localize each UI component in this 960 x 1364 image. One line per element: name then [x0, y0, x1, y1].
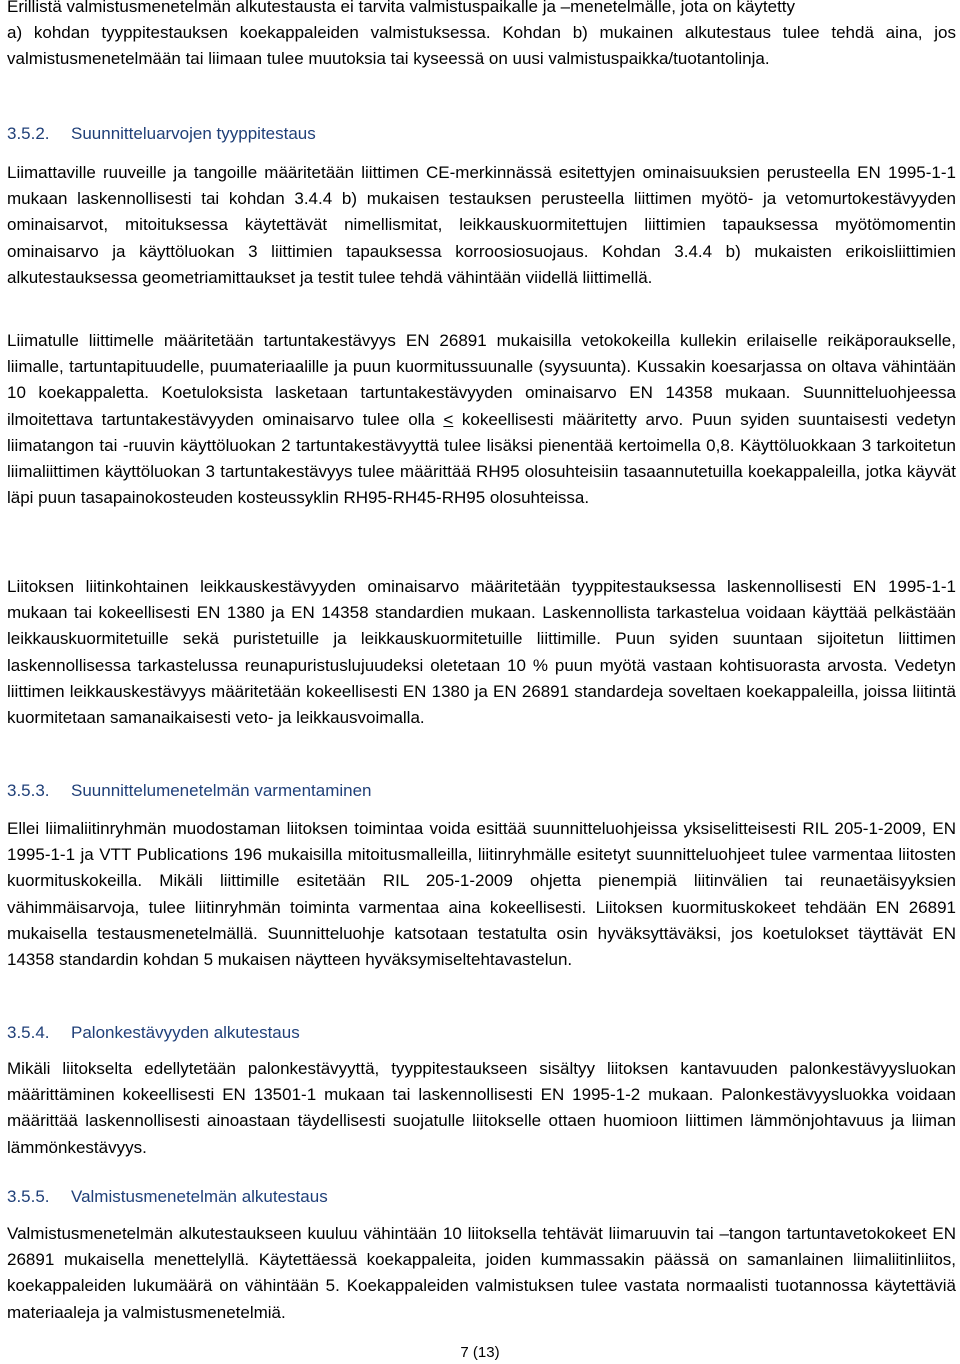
paragraph: Liimattaville ruuveille ja tangoille määritetään liittimen CE-merkinnässä esitettyjen ominaisuuksien perusteella EN 1995-1-1 mukaan laskennollisesti tai kohdan 3.4.4 b) mukaisen testauksen perusteella liittimen myötö- ja vetomurtokestävyyden ominaisarvot, mitoituksessa käytettävät nimellismitat, leikkauskuormitettujen liittimien tapauksessa myötömomentin ominaisarvo ja käyttöluokan 3 liittimien tapauksessa korroosiosuojaus. Kohdan 3.4.4 b) mukaisten erikoisliittimien alkutestauksessa geometriamittaukset ja testit tulee tehdä vähintään viidellä liittimellä.	[7, 163, 956, 287]
less-than-symbol: <	[443, 409, 454, 429]
text-run: kokeellisesti määritetty arvo. Puun syiden suuntaisesti vedetyn liimatangon tai -ruuvin käyttöluokan 2 tartuntakestävyyttä tulee lisäksi pienentää kertoimella 0,8. Käyttöluokkaan 3 tarkoitetun liimaliittimen käyttöluokan 3 tartuntakestävyys tulee määrittää RH95 olosuhteisiin tasaannutetuilla koekappaleilla, jotka käyvät läpi puun tasapainokosteuden kosteussyklin RH95-RH45-RH95 olosuhteissa.	[7, 409, 957, 508]
section-title: Valmistusmenetelmän alkutestaus	[71, 1187, 328, 1206]
section-heading-3-5-4	[7, 1020, 300, 1046]
section-title: Suunnittelumenetelmän varmentaminen	[71, 781, 372, 800]
section-heading-3-5-5	[7, 1184, 328, 1210]
section-number: 3.5.5.	[7, 1187, 50, 1206]
paragraph: Mikäli liitokselta edellytetään palonkestävyyttä, tyyppitestaukseen sisältyy liitoksen kantavuuden palonkestävyysluokan määrittäminen kokeellisesti EN 13501-1 mukaan tai laskennollisesti EN 1995-1-2 mukaan. Palonkestävyysluokka voidaan määrittää laskennollisesti ainoastaan täydellisesti suojatulle liitokselle ottaen huomioon liittimen lämmönjohtavuus ja liiman lämmönkestävyys.	[7, 1059, 956, 1157]
intro-paragraph: a) kohdan tyyppitestauksen koekappaleiden valmistuksessa. Kohdan b) mukainen alkutestaus tulee tehdä aina, jos valmistusmenetelmään tai liimaan tulee muutoksia tai kyseessä on uusi valmistuspaikka/tuotantolinja.	[7, 23, 956, 69]
section-title: Palonkestävyyden alkutestaus	[71, 1023, 300, 1042]
section-number: 3.5.2.	[7, 124, 50, 143]
page-number: 7 (13)	[460, 1344, 500, 1361]
section-heading-3-5-2	[7, 121, 316, 147]
section-number: 3.5.4.	[7, 1023, 50, 1042]
intro-line: Erillistä valmistusmenetelmän alkutestausta ei tarvita valmistuspaikalle ja –menetelmälle, jota on käytetty	[7, 0, 796, 16]
text-run: Liimatulle liittimelle määritetään tartuntakestävyys EN 26891 mukaisilla vetokokeilla kullekin erilaiselle reikäporaukselle, liimalle, tartuntapituudelle, puumateriaalille ja puun kuormitussuunalle (syysuunta). Kussakin koesarjassa on oltava vähintään 10 koekappaletta. Koetuloksista lasketaan tartuntakestävyyden ominaisarvo EN 14358 mukaan. Suunnitteluohjeessa ilmoitettava tartuntakestävyyden ominaisarvo tulee olla	[7, 331, 956, 429]
paragraph: Liitoksen liitinkohtainen leikkauskestävyyden ominaisarvo määritetään tyyppitestauksessa laskennollisesti EN 1995-1-1 mukaan tai kokeellisesti EN 1380 ja EN 14358 standardien mukaan. Laskennollista tarkastelua voidaan käyttää pelkästään leikkauskuormitetuille sekä puristetuille ja leikkauskuormitetuille liittimille. Puun syiden suuntaan sijoitetun liittimen laskennollisessa tarkastelussa reunapuristuslujuudeksi oletetaan 10 % puun myötä vastaan kohtisuorasta arvosta. Vedetyn liittimen leikkauskestävyys määritetään kokeellisesti EN 1380 ja EN 26891 standardeja soveltaen koekappaleilla, joissa liitintä kuormitetaan samanaikaisesti veto- ja leikkausvoimalla.	[7, 577, 956, 728]
paragraph: Ellei liimaliitinryhmän muodostaman liitoksen toimintaa voida esittää suunnitteluohjeissa yksiselitteisesti RIL 205-1-2009, EN 1995-1-1 ja VTT Publications 196 mukaisilla mitoitusmalleilla, liitinryhmälle esitetyt suunnitteluohjeet tulee varmentaa liitosten kuormituskokeilla. Mikäli liittimille esitetään RIL 205-1-2009 ohjetta pienempiä liitinvälien tai reunaetäisyyksien vähimmäisarvoja, tulee liitinryhmän toiminta varmentaa aina kokeellisesti. Liitoksen kuormituskokeet tehdään EN 26891 mukaisella testausmenetelmällä. Suunnitteluohje katsotaan testatulta osin hyväksyttäväksi, jos koetulokset täyttävät EN 14358 standardin kohdan 5 mukaisen näytteen hyväksymiseltehtavastelun.	[7, 819, 956, 970]
section-heading-3-5-3	[7, 778, 372, 804]
section-number: 3.5.3.	[7, 781, 50, 800]
section-title: Suunnitteluarvojen tyyppitestaus	[71, 124, 316, 143]
paragraph: Valmistusmenetelmän alkutestaukseen kuuluu vähintään 10 liitoksella tehtävät liimaruuvin tai –tangon tartuntavetokokeet EN 26891 mukaisella menettelyllä. Käytettäessä koekappaleita, joiden kummassakin päässä on samanlainen liimaliitinliitos, koekappaleiden lukumäärä on vähintään 5. Koekappaleiden valmistuksen tulee vastata normaalisti tuotannossa käytettäviä materiaaleja ja valmistusmenetelmiä.	[7, 1224, 956, 1322]
paragraph	[7, 328, 956, 511]
